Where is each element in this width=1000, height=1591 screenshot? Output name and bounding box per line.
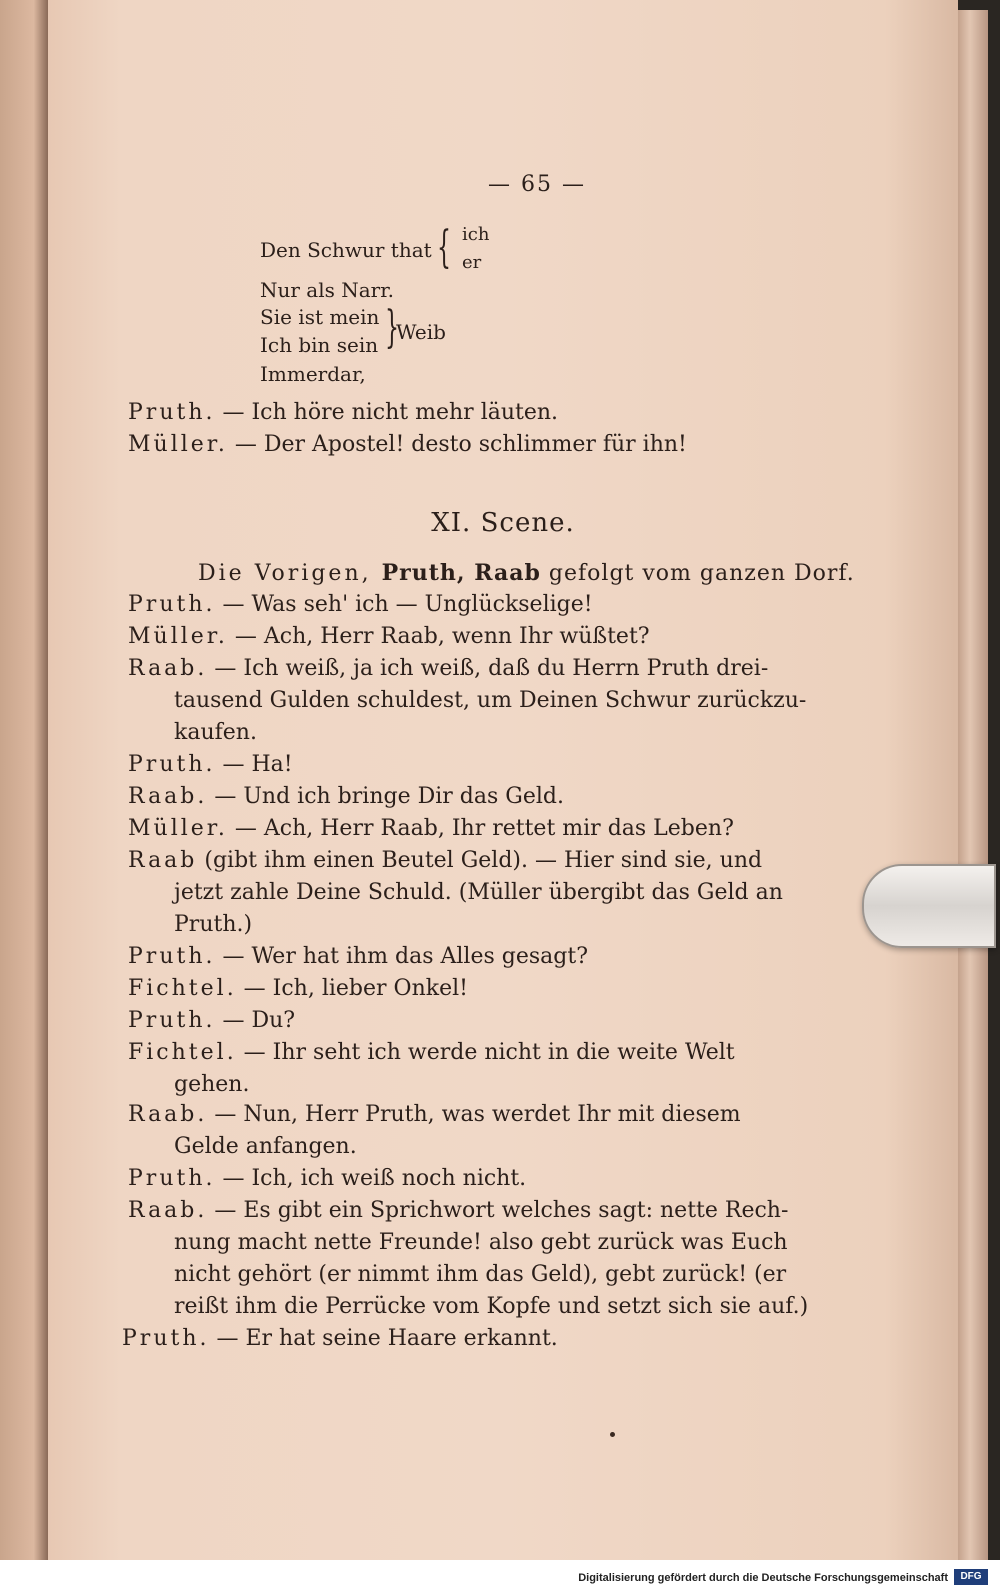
ink-dot: [610, 1432, 615, 1437]
line-text: — Ich, ich weiß noch nicht.: [215, 1166, 527, 1191]
dialogue-line: [174, 1296, 814, 1318]
speaker-name: Raab.: [128, 1198, 208, 1223]
line-text: — Er hat seine Haare erkannt.: [209, 1326, 558, 1351]
line-text: kaufen.: [174, 720, 257, 745]
speaker-name: Müller.: [128, 432, 228, 457]
line-text: — Ihr seht ich werde nicht in die weite Welt: [236, 1040, 735, 1065]
verse-line-5: Immerdar,: [260, 362, 366, 386]
speaker-name: Pruth.: [128, 944, 216, 969]
stage-names: Pruth, Raab: [381, 560, 541, 586]
speaker-name: Raab.: [128, 784, 208, 809]
dialogue-line: [174, 1136, 814, 1158]
verse-line-4: Ich bin sein: [260, 333, 379, 357]
page-stack-edge: [958, 10, 988, 1560]
dialogue-line: [128, 786, 768, 808]
dialogue-line: [174, 914, 814, 936]
dialogue-line: [128, 626, 768, 648]
line-text: — Ach, Herr Raab, wenn Ihr wüßtet?: [227, 624, 650, 649]
dialogue-line: [128, 658, 768, 680]
line-text: Gelde anfangen.: [174, 1134, 357, 1159]
dialogue-line: [128, 1042, 768, 1064]
speaker-name: Pruth.: [122, 1326, 210, 1351]
dialogue-line: [128, 946, 768, 968]
speaker-name: Pruth.: [128, 752, 216, 777]
dialogue-line: [128, 402, 768, 424]
line-text: — Ach, Herr Raab, Ihr rettet mir das Leben?: [227, 816, 734, 841]
dialogue-line: [174, 1232, 814, 1254]
verse-alt-ich: ich: [462, 224, 490, 245]
page-number: — 65 —: [488, 172, 586, 197]
dialogue-line: [174, 1264, 814, 1286]
dialogue-line: [122, 1328, 762, 1350]
dialogue-line: [128, 818, 768, 840]
verse-brace-1: {: [437, 222, 451, 273]
verse-line-2: Nur als Narr.: [260, 278, 394, 302]
line-text: nicht gehört (er nimmt ihm das Geld), gebt zurück! (er: [174, 1262, 787, 1287]
line-text: — Du?: [215, 1008, 296, 1033]
dialogue-line: [128, 850, 768, 872]
dialogue-line: [174, 1074, 814, 1096]
verse-alt-er: er: [462, 252, 482, 273]
speaker-name: Raab.: [128, 1102, 208, 1127]
speaker-name: Müller.: [128, 624, 228, 649]
dialogue-line: [128, 1168, 768, 1190]
line-text: — Ich höre nicht mehr läuten.: [215, 400, 559, 425]
line-text: — Ich, lieber Onkel!: [236, 976, 468, 1001]
line-text: reißt ihm die Perrücke vom Kopfe und setzt sich sie auf.): [174, 1294, 809, 1319]
line-text: tausend Gulden schuldest, um Deinen Schwur zurückzu-: [174, 688, 807, 713]
dialogue-line: [128, 594, 768, 616]
line-text: — Der Apostel! desto schlimmer für ihn!: [227, 432, 687, 457]
dialogue-line: [128, 1104, 768, 1126]
line-text: — Was seh' ich — Unglückselige!: [215, 592, 593, 617]
facing-page-edge: [0, 0, 48, 1591]
dialogue-line: [174, 690, 814, 712]
book-page: [48, 0, 958, 1560]
verse-line-1: Den Schwur that: [260, 238, 432, 262]
dialogue-line: [128, 434, 768, 456]
line-text: — Ha!: [215, 752, 293, 777]
stage-direction: [198, 560, 855, 586]
speaker-name: Fichtel.: [128, 1040, 237, 1065]
dialogue-line: [128, 754, 768, 776]
speaker-name: Fichtel.: [128, 976, 237, 1001]
scene-heading: XI. Scene.: [431, 508, 575, 538]
line-text: — Es gibt ein Sprichwort welches sagt: nette Rech-: [207, 1198, 789, 1223]
speaker-name: Müller.: [128, 816, 228, 841]
speaker-name: Raab: [128, 848, 198, 873]
stage-prefix: Die Vorigen,: [198, 561, 382, 586]
line-text: — Ich weiß, ja ich weiß, daß du Herrn Pruth drei-: [207, 656, 769, 681]
line-text: (gibt ihm einen Beutel Geld). — Hier sind sie, und: [197, 848, 763, 873]
speaker-name: Pruth.: [128, 1166, 216, 1191]
dialogue-line: [128, 1198, 789, 1223]
verse-brace-2: }: [385, 302, 399, 353]
line-text: — Und ich bringe Dir das Geld.: [207, 784, 564, 809]
line-text: — Nun, Herr Pruth, was werdet Ihr mit diesem: [207, 1102, 741, 1127]
speaker-name: Pruth.: [128, 1008, 216, 1033]
speaker-name: Pruth.: [128, 400, 216, 425]
verse-weib: Weib: [396, 320, 446, 344]
verse-line-3: Sie ist mein: [260, 305, 380, 329]
line-text: gehen.: [174, 1072, 250, 1097]
line-text: Pruth.): [174, 912, 253, 937]
speaker-name: Pruth.: [128, 592, 216, 617]
speaker-name: Raab.: [128, 656, 208, 681]
dfg-logo: DFG: [954, 1569, 988, 1585]
footer-credit: Digitalisierung gefördert durch die Deutsche Forschungsgemeinschaft: [578, 1572, 948, 1584]
dialogue-line: [128, 978, 768, 1000]
stage-suffix: gefolgt vom ganzen Dorf.: [540, 561, 855, 586]
dialogue-line: [174, 722, 814, 744]
line-text: — Wer hat ihm das Alles gesagt?: [215, 944, 588, 969]
line-text: jetzt zahle Deine Schuld. (Müller übergibt das Geld an: [174, 880, 783, 905]
dialogue-line: [128, 1010, 768, 1032]
scanner-clip: [862, 864, 996, 948]
dialogue-line: [174, 882, 814, 904]
line-text: nung macht nette Freunde! also gebt zurück was Euch: [174, 1230, 788, 1255]
